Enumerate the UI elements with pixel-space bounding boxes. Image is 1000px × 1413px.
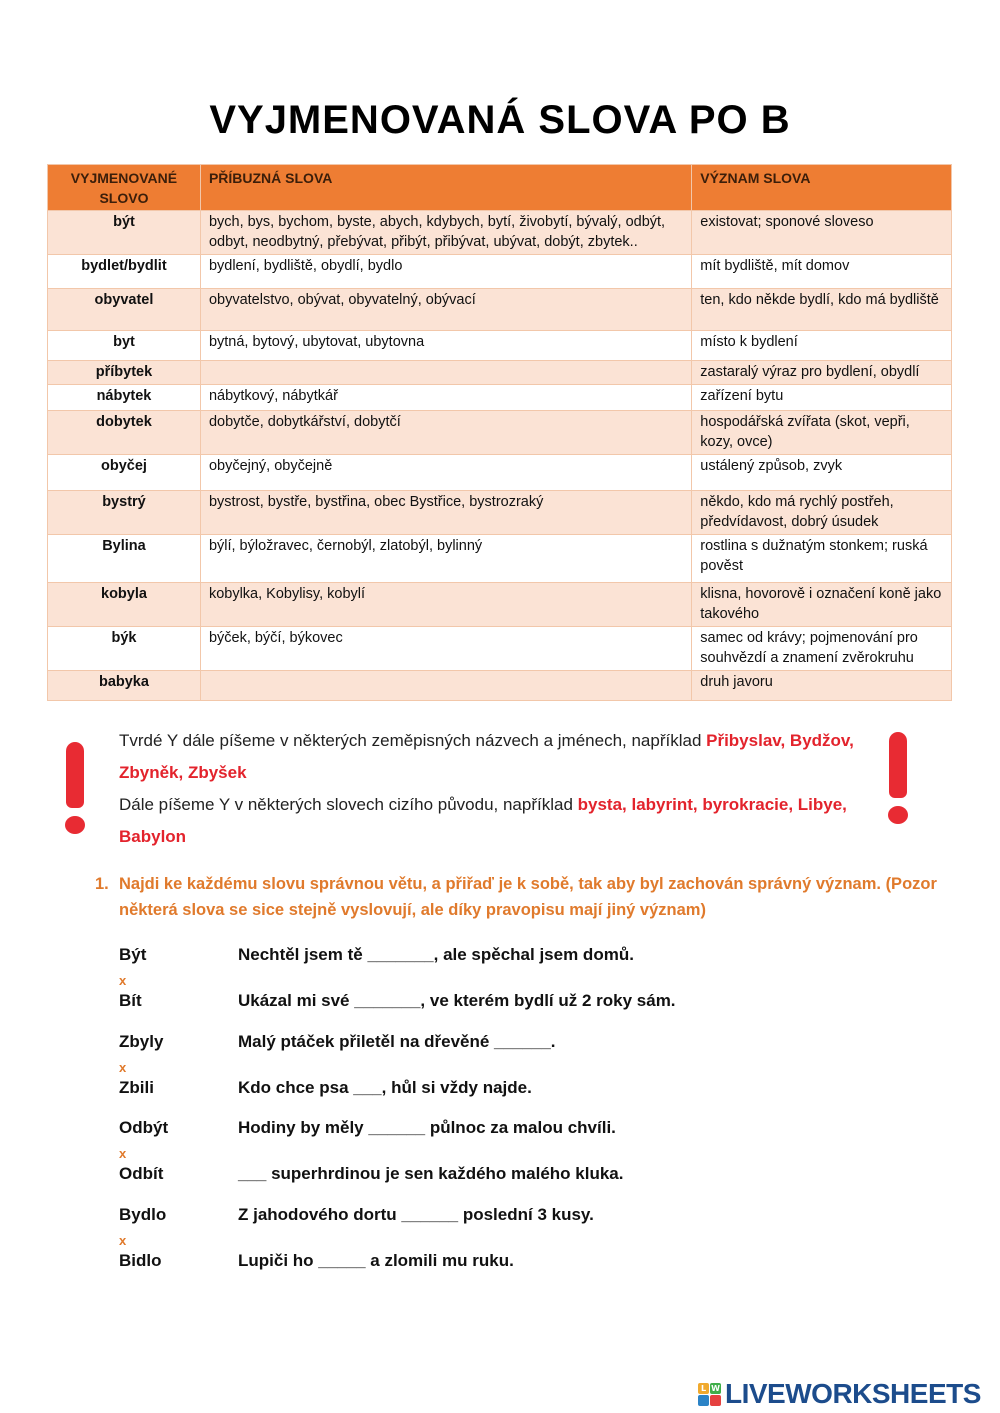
logo-squares-icon <box>698 1383 721 1406</box>
cell-related <box>200 361 691 385</box>
table-row <box>48 627 952 671</box>
header-word: VYJMENOVANÉ SLOVO <box>48 165 201 211</box>
cell-meaning: mít bydliště, mít domov <box>692 255 952 289</box>
table-row <box>48 535 952 583</box>
x-separator: x <box>119 1146 127 1161</box>
exercise-word[interactable]: Bydlo <box>119 1205 167 1224</box>
cell-word: dobytek <box>48 411 201 455</box>
table-row <box>48 385 952 411</box>
table-row <box>48 411 952 455</box>
cell-meaning: rostlina s dužnatým stonkem; ruská pověst <box>692 535 952 583</box>
note-red-examples: Přibyslav, Bydžov, Zbyněk, Zbyšek <box>119 731 854 782</box>
exercise-sentence[interactable]: Ukázal mi své _______, ve kterém bydlí už 2 roky sám. <box>238 991 676 1010</box>
cell-meaning: ustálený způsob, zvyk <box>692 455 952 491</box>
exercise-sentence[interactable]: Nechtěl jsem tě _______, ale spěchal jsem domů. <box>238 945 634 964</box>
table-header-row <box>48 165 952 211</box>
header-related: PŘÍBUZNÁ SLOVA <box>200 165 691 211</box>
cell-meaning: hospodářská zvířata (skot, vepři, kozy, ovce) <box>692 411 952 455</box>
cell-related: obyčejný, obyčejně <box>200 455 691 491</box>
table-row <box>48 289 952 331</box>
task-number: 1. <box>95 875 109 893</box>
cell-word: býk <box>48 627 201 671</box>
exercise-word[interactable]: Odbýt <box>119 1118 169 1137</box>
cell-meaning: samec od krávy; pojmenování pro souhvězdí a znamení zvěrokruhu <box>692 627 952 671</box>
table-row <box>48 331 952 361</box>
cell-meaning: někdo, kdo má rychlý postřeh, předvídavost, dobrý úsudek <box>692 491 952 535</box>
note-red-examples: bysta, labyrint, byrokracie, Libye, Babylon <box>119 795 847 846</box>
cell-meaning: zastaralý výraz pro bydlení, obydlí <box>692 361 952 385</box>
cell-word: obyvatel <box>48 289 201 331</box>
x-separator: x <box>119 1233 127 1248</box>
table-row <box>48 255 952 289</box>
task-text: Najdi ke každému slovu správnou větu, a přiřaď je k sobě, tak aby byl zachován správný význam. (Pozor některá slova se sice stejně vyslovují, ale díky pravopisu mají jiný význam) <box>119 875 937 919</box>
logo-square: W <box>711 1383 720 1393</box>
logo-square: L <box>698 1383 709 1394</box>
cell-word: bydlet/bydlit <box>48 255 201 289</box>
exercise-word[interactable]: Zbili <box>119 1078 154 1097</box>
logo-square <box>710 1395 721 1406</box>
table-row <box>48 455 952 491</box>
cell-related: býček, býčí, býkovec <box>200 627 691 671</box>
cell-related: kobylka, Kobylisy, kobylí <box>200 583 691 627</box>
cell-word: příbytek <box>48 361 201 385</box>
exercise-sentence[interactable]: Malý ptáček přiletěl na dřevěné ______. <box>238 1032 556 1051</box>
cell-word: být <box>48 211 201 255</box>
exercise-sentence[interactable]: Z jahodového dortu ______ poslední 3 kusy. <box>238 1205 594 1224</box>
exercise-word[interactable]: Bít <box>119 991 142 1010</box>
x-separator: x <box>119 973 127 988</box>
exercise-sentence[interactable]: ___ superhrdinou je sen každého malého kluka. <box>238 1164 624 1183</box>
table-row <box>48 671 952 701</box>
cell-related: bystrost, bystře, bystřina, obec Bystřice, bystrozraký <box>200 491 691 535</box>
cell-word: bystrý <box>48 491 201 535</box>
exercise-word[interactable]: Bidlo <box>119 1251 162 1270</box>
cell-related: nábytkový, nábytkář <box>200 385 691 411</box>
note-text: Tvrdé Y dále píšeme v některých zeměpisných názvech a jménech, například <box>119 731 707 750</box>
cell-related: bych, bys, bychom, byste, abych, kdybych, bytí, živobytí, bývalý, odbýt, odbyt, neodbytný, přebývat, přibýt, přibývat, ubývat, dobýt, zbytek.. <box>200 211 691 255</box>
cell-meaning: ten, kdo někde bydlí, kdo má bydliště <box>692 289 952 331</box>
exercise-word[interactable]: Zbyly <box>119 1032 164 1051</box>
table-row <box>48 491 952 535</box>
cell-related: obyvatelstvo, obývat, obyvatelný, obývací <box>200 289 691 331</box>
cell-meaning: existovat; sponové sloveso <box>692 211 952 255</box>
cell-word: obyčej <box>48 455 201 491</box>
logo-square <box>698 1395 709 1406</box>
cell-word: nábytek <box>48 385 201 411</box>
exercise-word[interactable]: Odbít <box>119 1164 164 1183</box>
cell-related: bydlení, bydliště, obydlí, bydlo <box>200 255 691 289</box>
page-title: VYJMENOVANÁ SLOVA PO B <box>209 98 791 142</box>
liveworksheets-logo <box>698 1378 981 1410</box>
cell-related <box>200 671 691 701</box>
exercise-word[interactable]: Být <box>119 945 147 964</box>
cell-word: Bylina <box>48 535 201 583</box>
exercise-sentence[interactable]: Kdo chce psa ___, hůl si vždy najde. <box>238 1078 532 1097</box>
header-meaning: VÝZNAM SLOVA <box>692 165 952 211</box>
note-geographic-names <box>119 725 879 789</box>
note-text: Dále píšeme Y v některých slovech cizího původu, například <box>119 795 578 814</box>
exercise-sentence[interactable]: Hodiny by měly ______ půlnoc za malou chvíli. <box>238 1118 616 1137</box>
cell-word: babyka <box>48 671 201 701</box>
table-row <box>48 361 952 385</box>
logo-text: LIVEWORKSHEETS <box>725 1378 981 1409</box>
cell-word: kobyla <box>48 583 201 627</box>
cell-related: bytná, bytový, ubytovat, ubytovna <box>200 331 691 361</box>
exercise-sentence[interactable]: Lupiči ho _____ a zlomili mu ruku. <box>238 1251 514 1270</box>
table-row <box>48 211 952 255</box>
cell-related: býlí, býložravec, černobýl, zlatobýl, bylinný <box>200 535 691 583</box>
cell-meaning: zařízení bytu <box>692 385 952 411</box>
cell-meaning: druh javoru <box>692 671 952 701</box>
cell-meaning: klisna, hovorově i označení koně jako takového <box>692 583 952 627</box>
table-row <box>48 583 952 627</box>
x-separator: x <box>119 1060 127 1075</box>
note-foreign-words <box>119 789 879 853</box>
cell-meaning: místo k bydlení <box>692 331 952 361</box>
cell-word: byt <box>48 331 201 361</box>
cell-related: dobytče, dobytkářství, dobytčí <box>200 411 691 455</box>
vyjmenovana-slova-table <box>47 164 952 701</box>
